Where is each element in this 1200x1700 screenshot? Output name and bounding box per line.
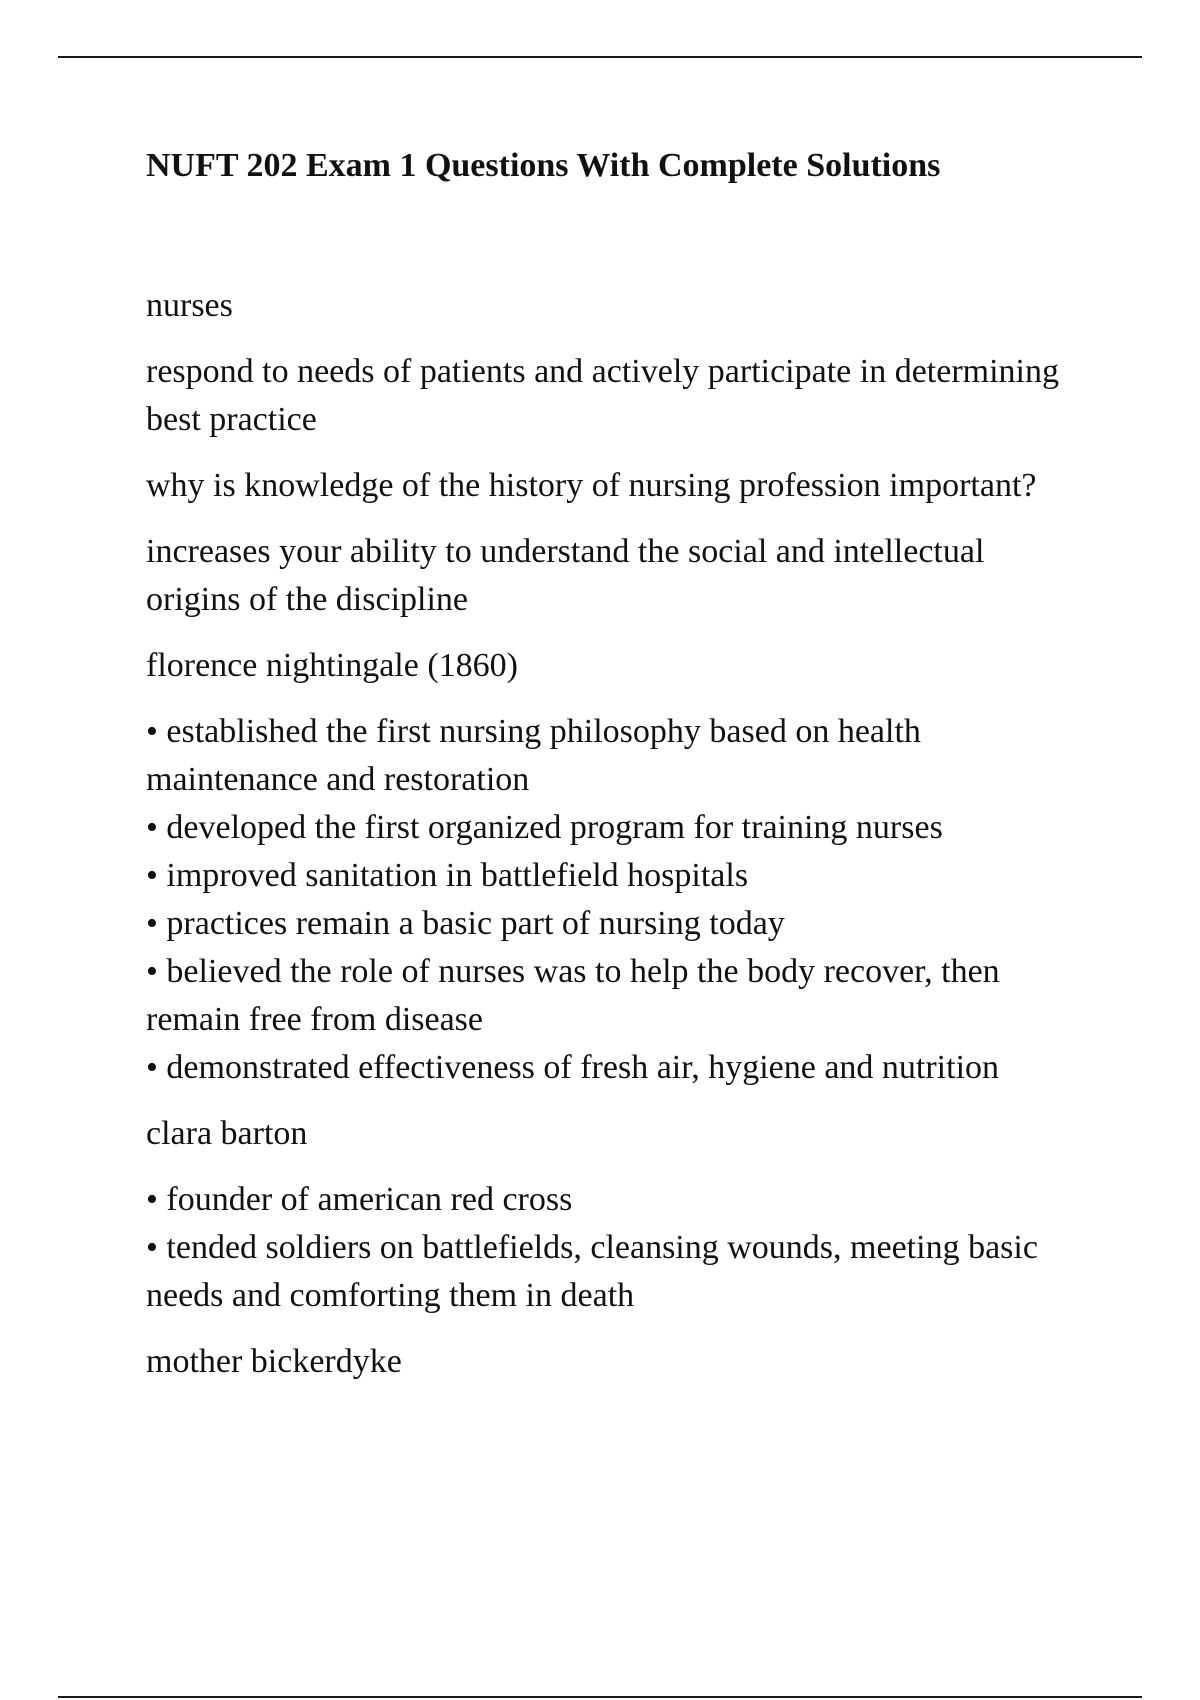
definition-bullet: • demonstrated effectiveness of fresh air, hygiene and nutrition	[146, 1044, 1086, 1092]
bottom-rule	[58, 1696, 1142, 1698]
definition-bullet: • improved sanitation in battlefield hospitals	[146, 852, 1086, 900]
document-body	[146, 140, 1086, 1404]
definition-bullet: • established the first nursing philosophy based on health maintenance and restoration	[146, 708, 1086, 804]
flashcard-list	[146, 282, 1086, 1386]
card-term: clara barton	[146, 1115, 308, 1152]
card-definition: respond to needs of patients and actively participate in determining best practice	[146, 353, 1059, 438]
card-definition-list	[146, 1176, 1086, 1320]
card-term: nurses	[146, 287, 233, 324]
card-definition-list	[146, 708, 1086, 1092]
definition-bullet: • tended soldiers on battlefields, cleansing wounds, meeting basic needs and comforting them in death	[146, 1224, 1086, 1320]
card-term: why is knowledge of the history of nursing profession important?	[146, 467, 1037, 504]
card-definition: increases your ability to understand the social and intellectual origins of the discipline	[146, 533, 985, 618]
definition-bullet: • founder of american red cross	[146, 1176, 1086, 1224]
definition-bullet: • practices remain a basic part of nursing today	[146, 900, 1086, 948]
top-rule	[58, 56, 1142, 58]
definition-bullet: • believed the role of nurses was to help the body recover, then remain free from disease	[146, 948, 1086, 1044]
card-term: mother bickerdyke	[146, 1343, 402, 1380]
definition-bullet: • developed the first organized program for training nurses	[146, 804, 1086, 852]
card-term: florence nightingale (1860)	[146, 647, 518, 684]
document-title: NUFT 202 Exam 1 Questions With Complete Solutions	[146, 147, 941, 184]
